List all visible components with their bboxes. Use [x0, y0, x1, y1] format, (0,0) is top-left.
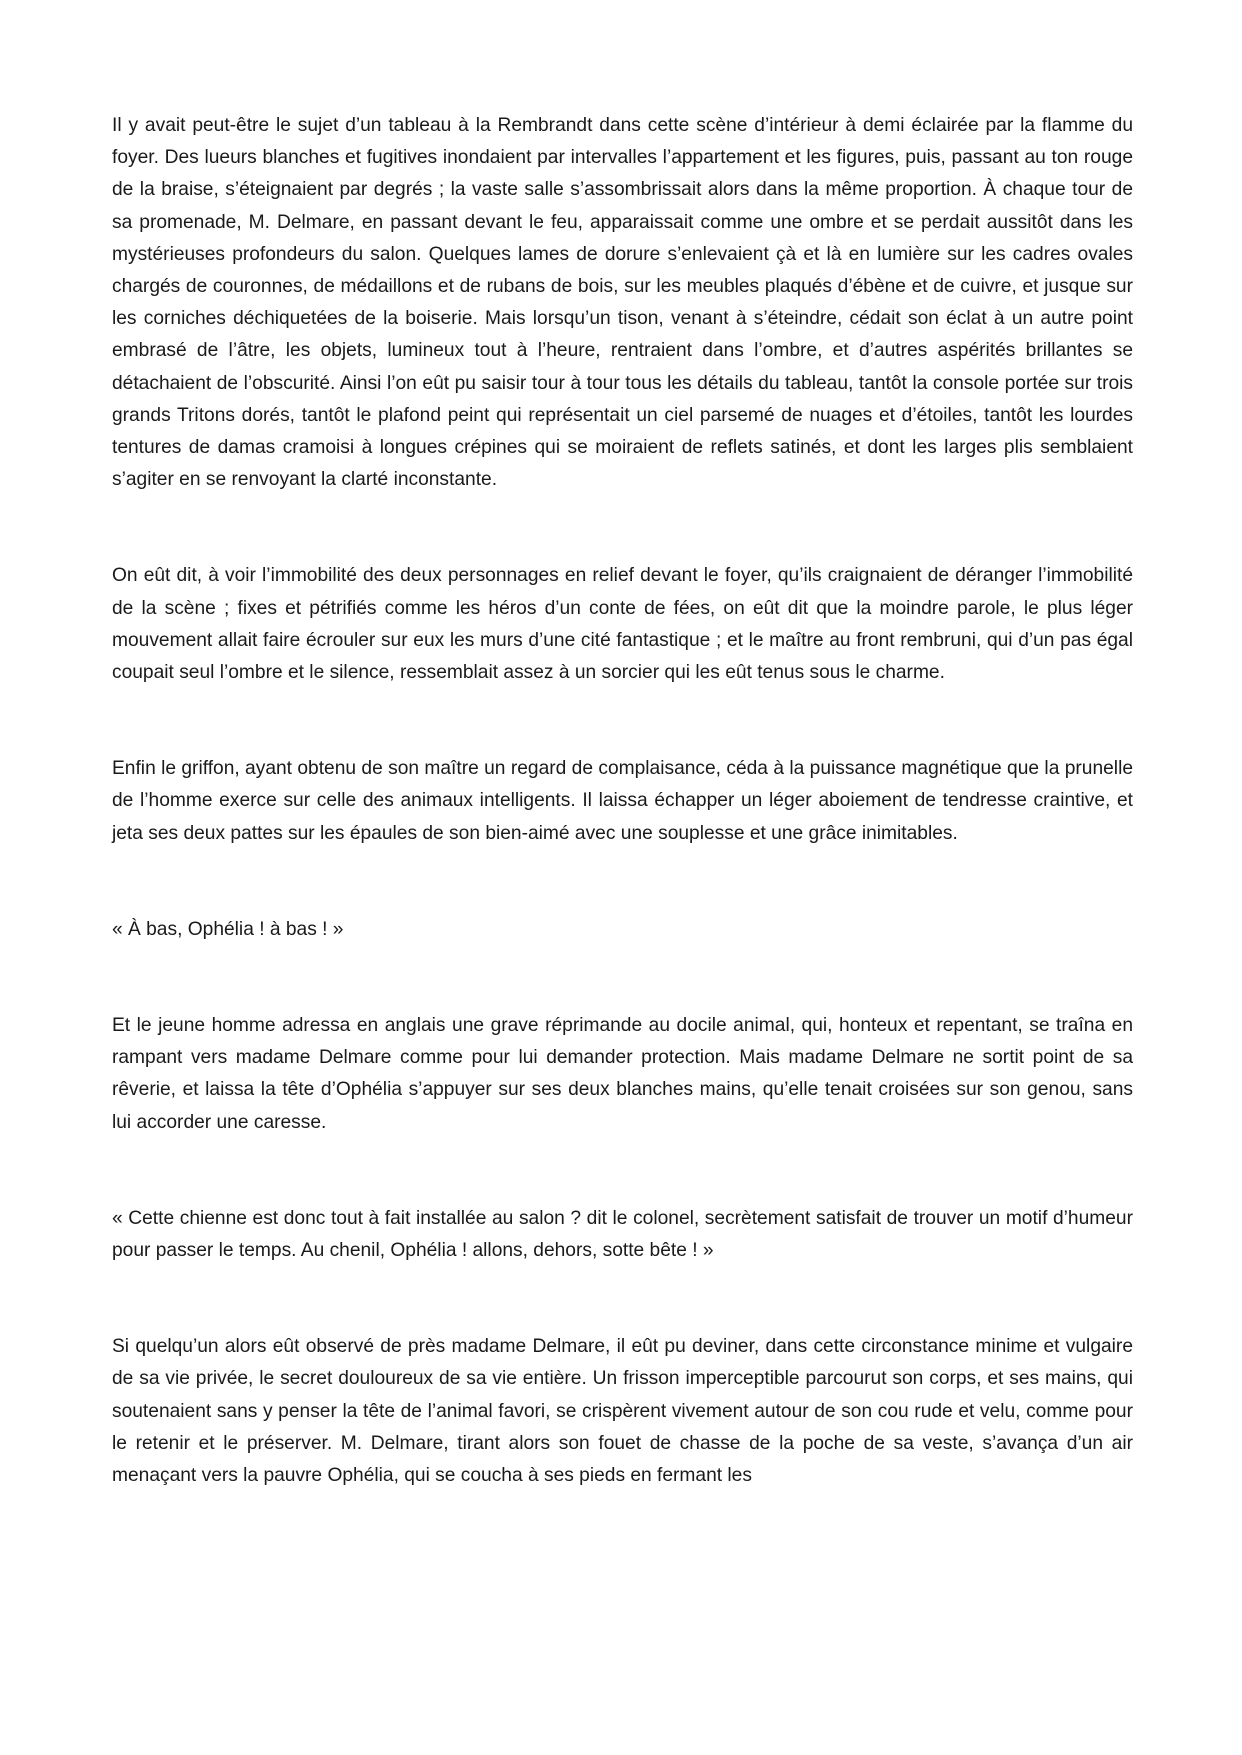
paragraph-a-bas-ophelia: « À bas, Ophélia ! à bas ! » — [112, 918, 344, 940]
paragraph-reprimande: Et le jeune homme adressa en anglais une grave réprimande au docile animal, qui, honteux et repentant, se traîna en rampant vers madame Delmare comme pour lui demander protection. Mais madame Delmare ne sortit point de sa rêverie, et laissa la tête d’Ophélia s’appuyer sur ses deux blanches mains, qu’elle tenait croisées sur son genou, sans lui accorder une caresse. — [112, 1015, 1133, 1133]
paragraph-rembrandt-scene: Il y avait peut-être le sujet d’un tableau à la Rembrandt dans cette scène d’intérieur à demi éclairée par la flamme du foyer. Des lueurs blanches et fugitives inondaient par intervalles l’appartement et les figures, puis, passant au ton rouge de la braise, s’éteignaient par degrés ; la vaste salle s’assombrissait alors dans la même proportion. À chaque tour de sa promenade, M. Delmare, en passant devant le feu, apparaissait comme une ombre et se perdait aussitôt dans les mystérieuses profondeurs du salon. Quelques lames de dorure s’enlevaient çà et là en lumière sur les cadres ovales chargés de couronnes, de médaillons et de rubans de bois, sur les meubles plaqués d’ébène et de cuivre, et jusque sur les corniches déchiquetées de la boiserie. Mais lorsqu’un tison, venant à s’éteindre, cédait son éclat à un autre point embrasé de l’âtre, les objets, lumineux tout à l’heure, rentraient dans l’ombre, et d’autres aspérités brillantes se détachaient de l’obscurité. Ainsi l’on eût pu saisir tour à tour tous les détails du tableau, tantôt la console portée sur trois grands Tritons dorés, tantôt le plafond peint qui représentait un ciel parsemé de nuages et d’étoiles, tantôt les lourdes tentures de damas cramoisi à longues crépines qui se moiraient de reflets satinés, et dont les larges plis semblaient s’agiter en se renvoyant la clarté inconstante. — [112, 115, 1133, 491]
paragraph-griffon: Enfin le griffon, ayant obtenu de son maître un regard de complaisance, céda à la puissance magnétique que la prunelle de l’homme exerce sur celle des animaux intelligents. Il laissa échapper un léger aboiement de tendresse craintive, et jeta ses deux pattes sur les épaules de son bien-aimé avec une souplesse et une grâce inimitables. — [112, 758, 1133, 844]
paragraph-chienne-salon: « Cette chienne est donc tout à fait installée au salon ? dit le colonel, secrètement satisfait de trouver un motif d’humeur pour passer le temps. Au chenil, Ophélia ! allons, dehors, sotte bête ! » — [112, 1207, 1133, 1262]
paragraph-secret-douloureux: Si quelqu’un alors eût observé de près madame Delmare, il eût pu deviner, dans cette circonstance minime et vulgaire de sa vie privée, le secret douloureux de sa vie entière. Un frisson imperceptible parcourut son corps, et ses mains, qui soutenaient sans y penser la tête de l’animal favori, se crispèrent vivement autour de son cou rude et velu, comme pour le retenir et le préserver. M. Delmare, tirant alors son fouet de chasse de la poche de sa veste, s’avança d’un air menaçant vers la pauvre Ophélia, qui se coucha à ses pieds en fermant les — [112, 1336, 1133, 1487]
document-page — [112, 110, 1133, 1492]
paragraph-immobility: On eût dit, à voir l’immobilité des deux personnages en relief devant le foyer, qu’ils craignaient de déranger l’immobilité de la scène ; fixes et pétrifiés comme les héros d’un conte de fées, on eût dit que la moindre parole, le plus léger mouvement allait faire écrouler sur eux les murs d’une cité fantastique ; et le maître au front rembruni, qui d’un pas égal coupait seul l’ombre et le silence, ressemblait assez à un sorcier qui les eût tenus sous le charme. — [112, 565, 1133, 684]
